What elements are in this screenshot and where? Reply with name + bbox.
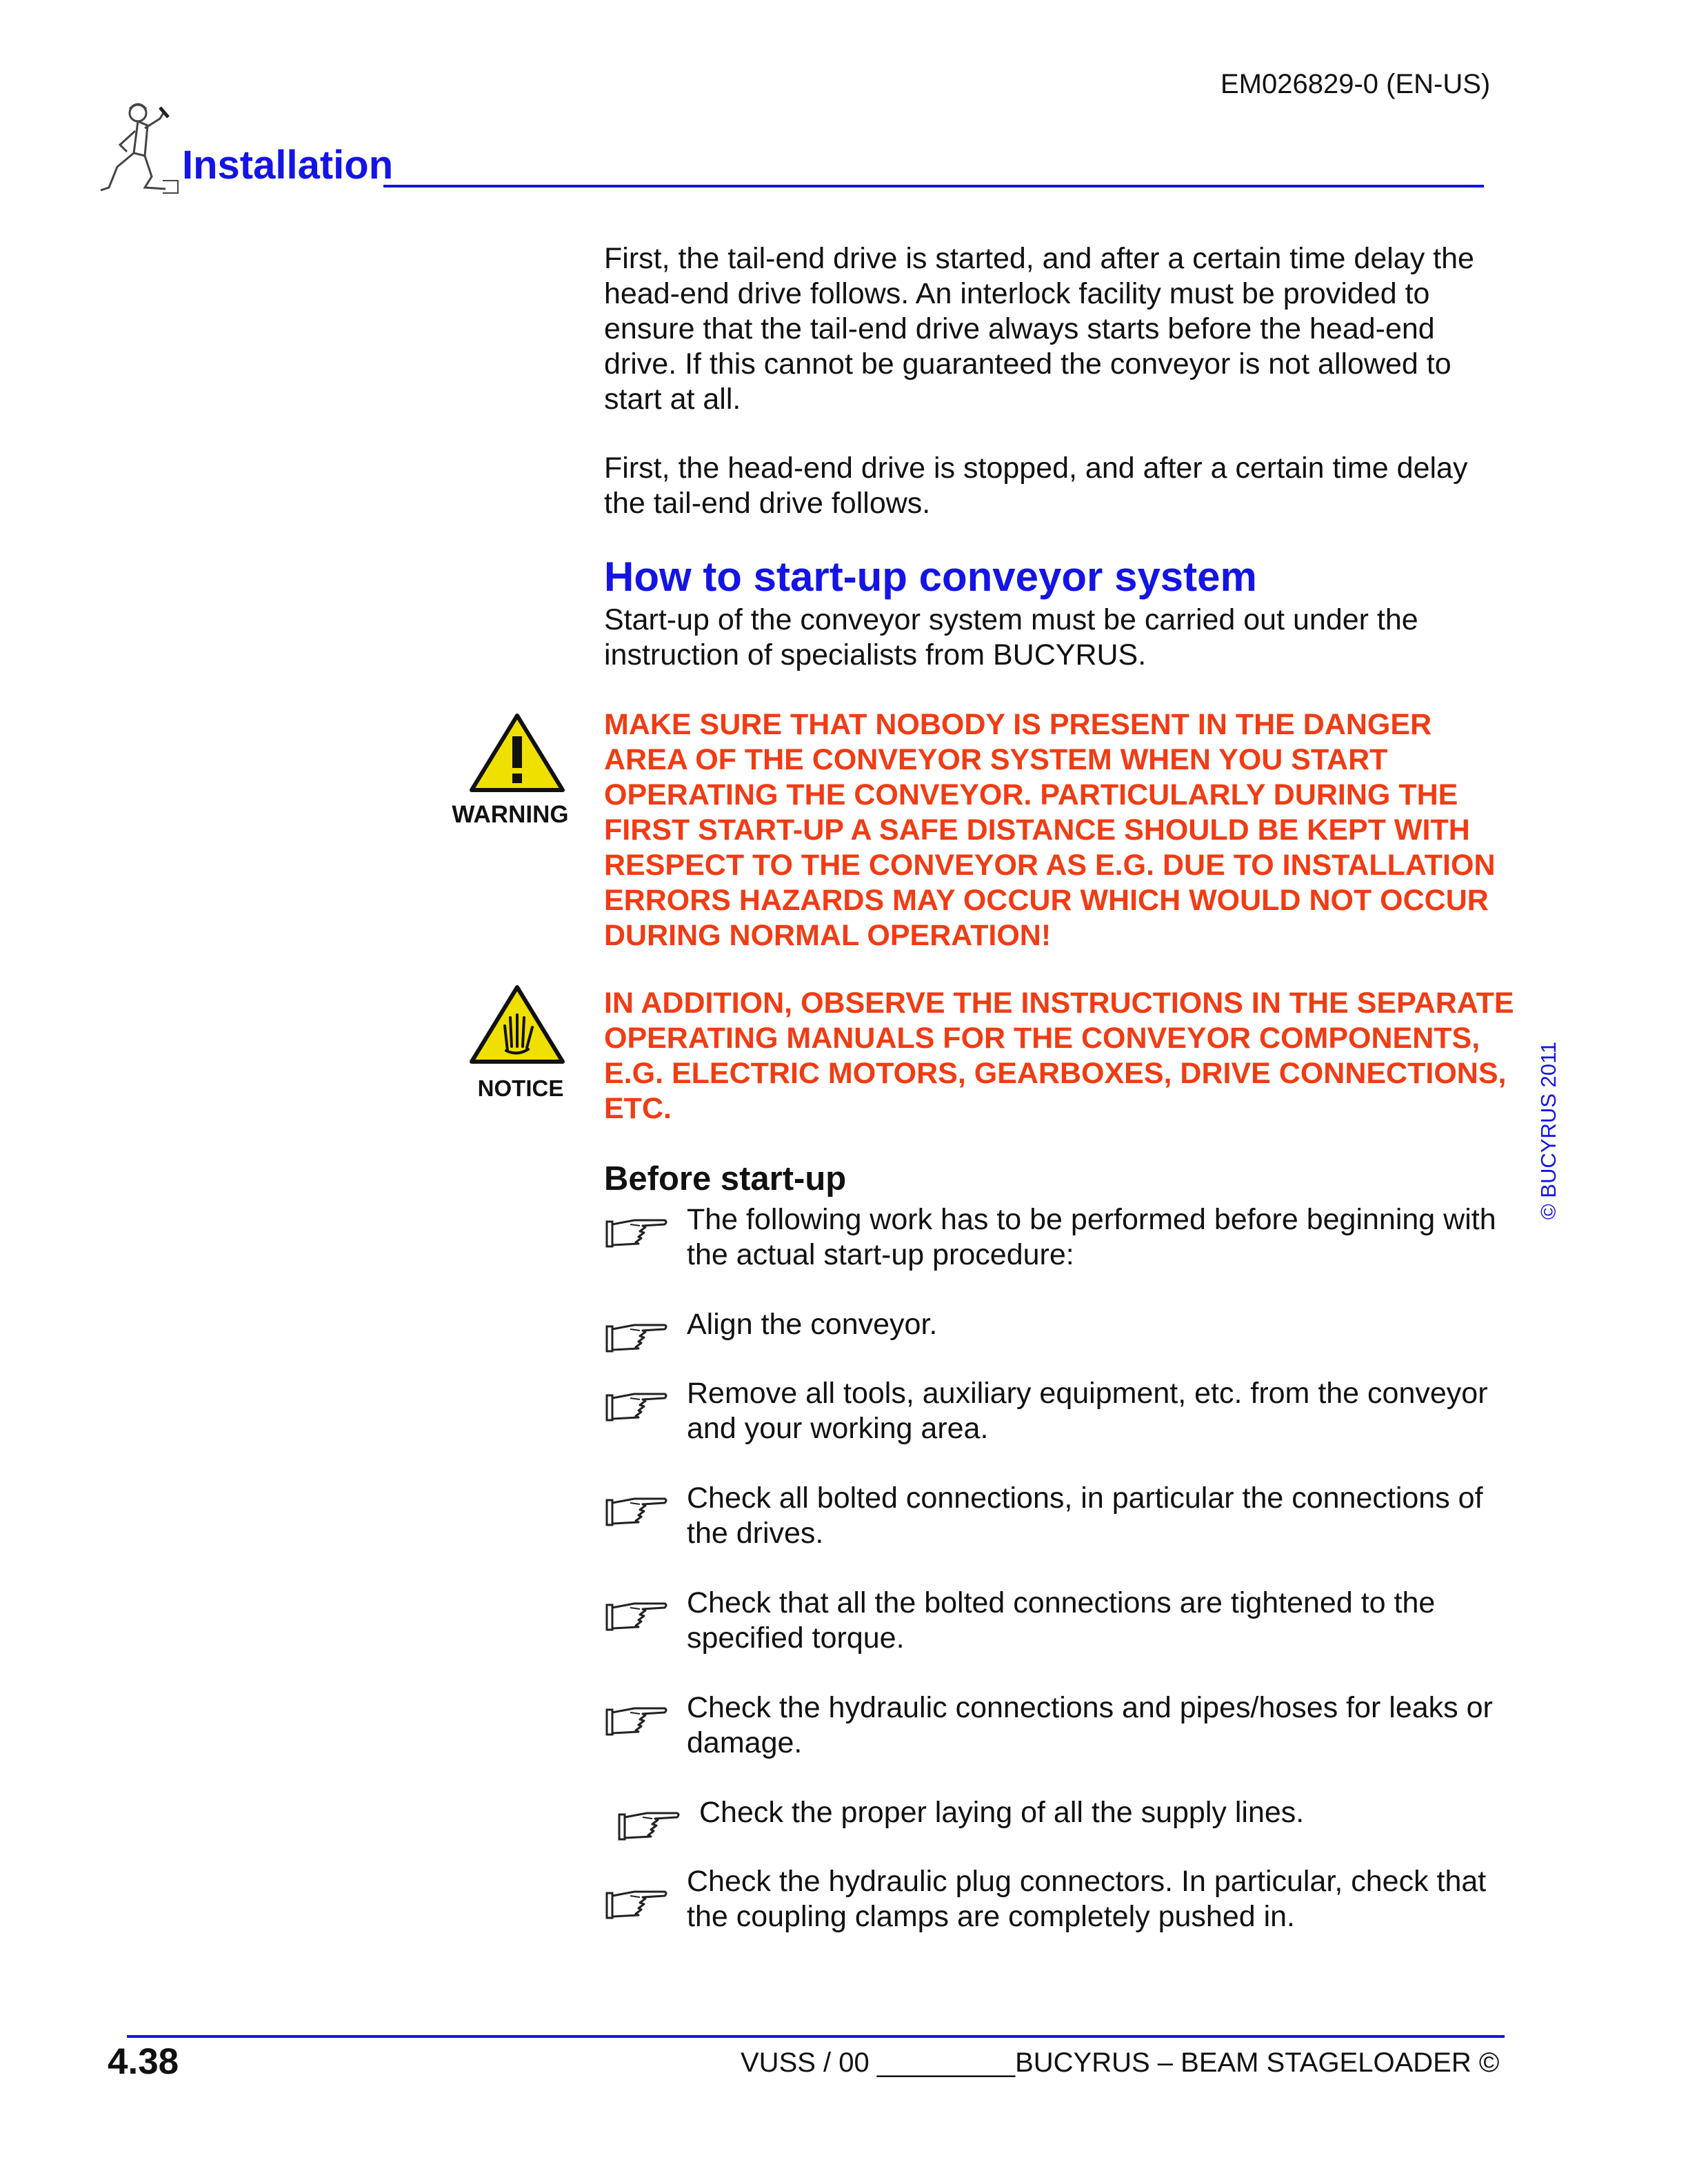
section-title: Installation: [182, 143, 394, 188]
pointing-hand-icon: [604, 1315, 669, 1355]
notice-label: NOTICE: [477, 1075, 564, 1101]
pointing-hand-icon: [604, 1699, 669, 1739]
pointing-hand-icon: [604, 1882, 669, 1922]
startup-heading: How to start-up conveyor system: [604, 554, 1257, 600]
startup-intro: Start-up of the conveyor system must be carried out under the instruction of specialists from BUCYRUS.: [604, 603, 1418, 671]
notice-text: IN ADDITION, OBSERVE THE INSTRUCTIONS IN THE SEPARATE OPERATING MANUALS FOR THE CONVEYOR COMPONENTS, E.G. ELECTRIC MOTORS, GEARBOXES, DRIVE CONNECTIONS, ETC.: [604, 987, 1514, 1125]
pointing-hand-icon: [604, 1489, 669, 1529]
pointing-hand-icon: [604, 1211, 669, 1251]
list-item-text: Check the hydraulic plug connectors. In particular, check that the coupling clamps are completely pushed in.: [687, 1865, 1487, 1933]
pointing-hand-icon: [604, 1384, 669, 1424]
warning-label: WARNING: [452, 801, 569, 828]
warning-triangle-icon: [469, 713, 565, 794]
list-item-text: Check the hydraulic connections and pipes/hoses for leaks or damage.: [687, 1691, 1493, 1759]
paragraph-startup-sequence: First, the tail-end drive is started, and after a certain time delay the head-end drive follows. An interlock facility must be provided to ensure that the tail-end drive always starts before the head-end drive. If this cannot be guaranteed the conveyor is not allowed to start at all.: [604, 242, 1474, 416]
list-item-text: Align the conveyor.: [687, 1308, 938, 1341]
footer-text: VUSS / 00 _________BUCYRUS – BEAM STAGELOADER ©: [741, 2048, 1500, 2078]
list-item-text: Remove all tools, auxiliary equipment, etc. from the conveyor and your working area.: [687, 1377, 1488, 1445]
warning-text: MAKE SURE THAT NOBODY IS PRESENT IN THE DANGER AREA OF THE CONVEYOR SYSTEM WHEN YOU START OPERATING THE CONVEYOR. PARTICULARLY DURING THE FIRST START-UP A SAFE DISTANCE SHOULD BE KEPT WITH RESPECT TO THE CONVEYOR AS E.G. DUE TO INSTALLATION ERRORS HAZARDS MAY OCCUR WHICH WOULD NOT OCCUR DURING NORMAL OPERATION!: [604, 708, 1496, 952]
title-underline: [383, 185, 1484, 188]
worker-icon: [97, 98, 179, 201]
side-copyright-text: © BUCYRUS 2011: [1536, 1041, 1560, 1220]
notice-hand-icon: [469, 984, 565, 1066]
pointing-hand-icon: [616, 1803, 681, 1843]
side-copyright: [1528, 1034, 1569, 1227]
page-number: 4.38: [108, 2041, 179, 2082]
pointing-hand-icon: [604, 1594, 669, 1634]
document-id: EM026829-0 (EN-US): [1220, 69, 1491, 99]
paragraph-stop-sequence: First, the head-end drive is stopped, and after a certain time delay the tail-end drive follows.: [604, 452, 1468, 520]
list-item-text: The following work has to be performed before beginning with the actual start-up procedure:: [687, 1203, 1496, 1271]
footer-rule: [127, 2035, 1505, 2038]
before-startup-heading: Before start-up: [604, 1160, 847, 1197]
list-item-text: Check the proper laying of all the supply lines.: [699, 1796, 1305, 1829]
list-item-text: Check that all the bolted connections are tightened to the specified torque.: [687, 1586, 1436, 1655]
list-item-text: Check all bolted connections, in particular the connections of the drives.: [687, 1482, 1483, 1550]
